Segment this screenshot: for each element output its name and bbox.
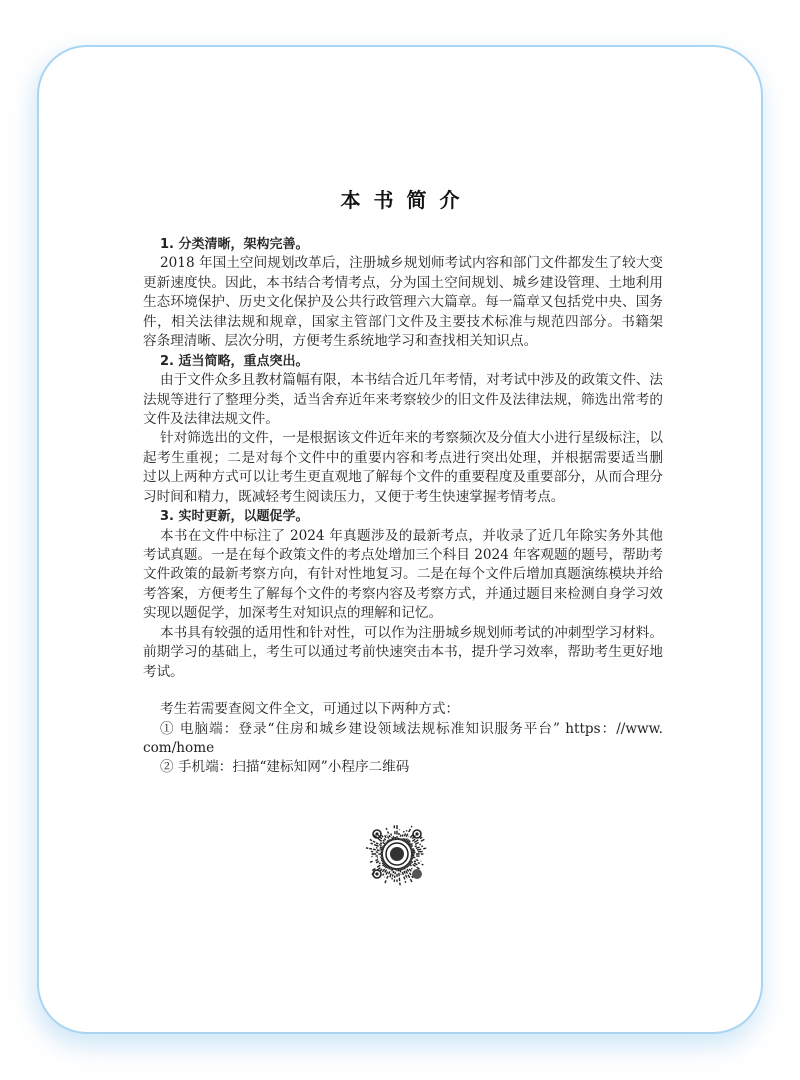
paragraph — [143, 429, 663, 507]
section-heading: 2. 适当简略，重点突出。 — [160, 353, 309, 369]
qr-finder-dot — [415, 832, 418, 835]
text-line: 件，相关法律法规和规章，国家主管部门文件及主要技术标准与规范四部分。书籍架 — [143, 313, 663, 330]
qr-dash — [371, 855, 383, 856]
qr-dash — [394, 868, 395, 882]
mini-program-qr-code-icon — [363, 820, 431, 888]
text-line: 考试真题。一是在每个政策文件的考点处增加三个科目 2024 年客观题的题号，帮助考 — [143, 547, 663, 563]
text-line: 实现以题促学，加深考生对知识点的理解和记忆。 — [143, 605, 443, 622]
text-line: 过以上两种方式可以让考生更直观地了解每个文件的重要程度及重要部分，从而合理分 — [143, 469, 663, 486]
text-line: 前期学习的基础上，考生可以通过考前快速突击本书，提升学习效率，帮助考生更好地 — [143, 644, 663, 661]
text-line: 本书在文件中标注了 2024 年真题涉及的最新考点，并收录了近几年除实务外其他 — [160, 527, 663, 544]
paragraph — [143, 758, 663, 777]
text-line: 生态环境保护、历史文化保护及公共行政管理六大篇章。每一篇章又包括党中央、国务 — [143, 294, 663, 311]
text-line: 更新速度快。因此，本书结合考情考点，分为国土空间规划、城乡建设管理、土地利用 — [143, 274, 663, 291]
text-line: com/home — [143, 739, 215, 756]
text-line: 文件及法律法规文件。 — [143, 410, 279, 427]
text-line: ① 电脑端：登录“住房和城乡建设领域法规标准知识服务平台” https：//www. — [160, 720, 663, 737]
qr-dash — [411, 855, 420, 856]
text-line: 2018 年国土空间规划改革后，注册城乡规划师考试内容和部门文件都发生了较大变 — [160, 255, 663, 272]
text-line: 本书具有较强的适用性和针对性，可以作为注册城乡规划师考试的冲刺型学习材料。 — [160, 624, 663, 641]
section-heading: 1. 分类清晰，架构完善。 — [160, 237, 309, 252]
text-line: ② 手机端：扫描“建标知网”小程序二维码 — [160, 759, 410, 776]
qr-dash — [398, 829, 399, 840]
paragraph — [143, 720, 663, 759]
qr-center-emblem — [390, 847, 404, 861]
text-line: 法规等进行了整理分类，适当舍弃近年来考察较少的旧文件及法律法规，筛选出常考的 — [143, 391, 663, 408]
page-title: 本书简介 — [340, 188, 473, 212]
qr-finder-dot — [375, 872, 378, 875]
mini-program-badge — [412, 869, 422, 879]
qr-dash — [411, 851, 423, 852]
section-heading: 3. 实时更新，以题促学。 — [160, 509, 309, 525]
paragraph — [143, 371, 663, 429]
paragraph — [143, 700, 663, 719]
text-line: 针对筛选出的文件，一是根据该文件近年来的考察频次及分值大小进行星级标注，以 — [160, 430, 663, 447]
text-line: 考生若需要查阅文件全文，可通过以下两种方式： — [160, 701, 460, 718]
text-line: 考试。 — [143, 663, 184, 680]
text-line: 文件政策的最新考察方向，有针对性地复习。二是在每个文件后增加真题演练模块并给 — [143, 566, 663, 583]
text-line: 容条理清晰、层次分明，方便考生系统地学习和查找相关知识点。 — [143, 333, 538, 350]
qr-finder-dot — [375, 832, 378, 835]
paragraph — [143, 254, 663, 351]
text-line: 起考生重视；二是对每个文件中的重要内容和考点进行突出处理，并根据需要适当删 — [143, 449, 663, 466]
document-body — [143, 235, 663, 778]
paragraph — [143, 527, 663, 624]
text-line: 考答案，方便考生了解每个文件的考察内容及考察方式，并通过题目来检测自身学习效 — [143, 585, 663, 602]
text-line: 由于文件众多且教材篇幅有限，本书结合近几年考情，对考试中涉及的政策文件、法 — [160, 372, 663, 389]
spacer — [143, 682, 663, 700]
paragraph — [143, 624, 663, 682]
text-line: 习时间和精力，既减轻考生阅读压力，又便于考生快速掌握考情考点。 — [143, 488, 565, 505]
qr-dash — [371, 851, 383, 852]
